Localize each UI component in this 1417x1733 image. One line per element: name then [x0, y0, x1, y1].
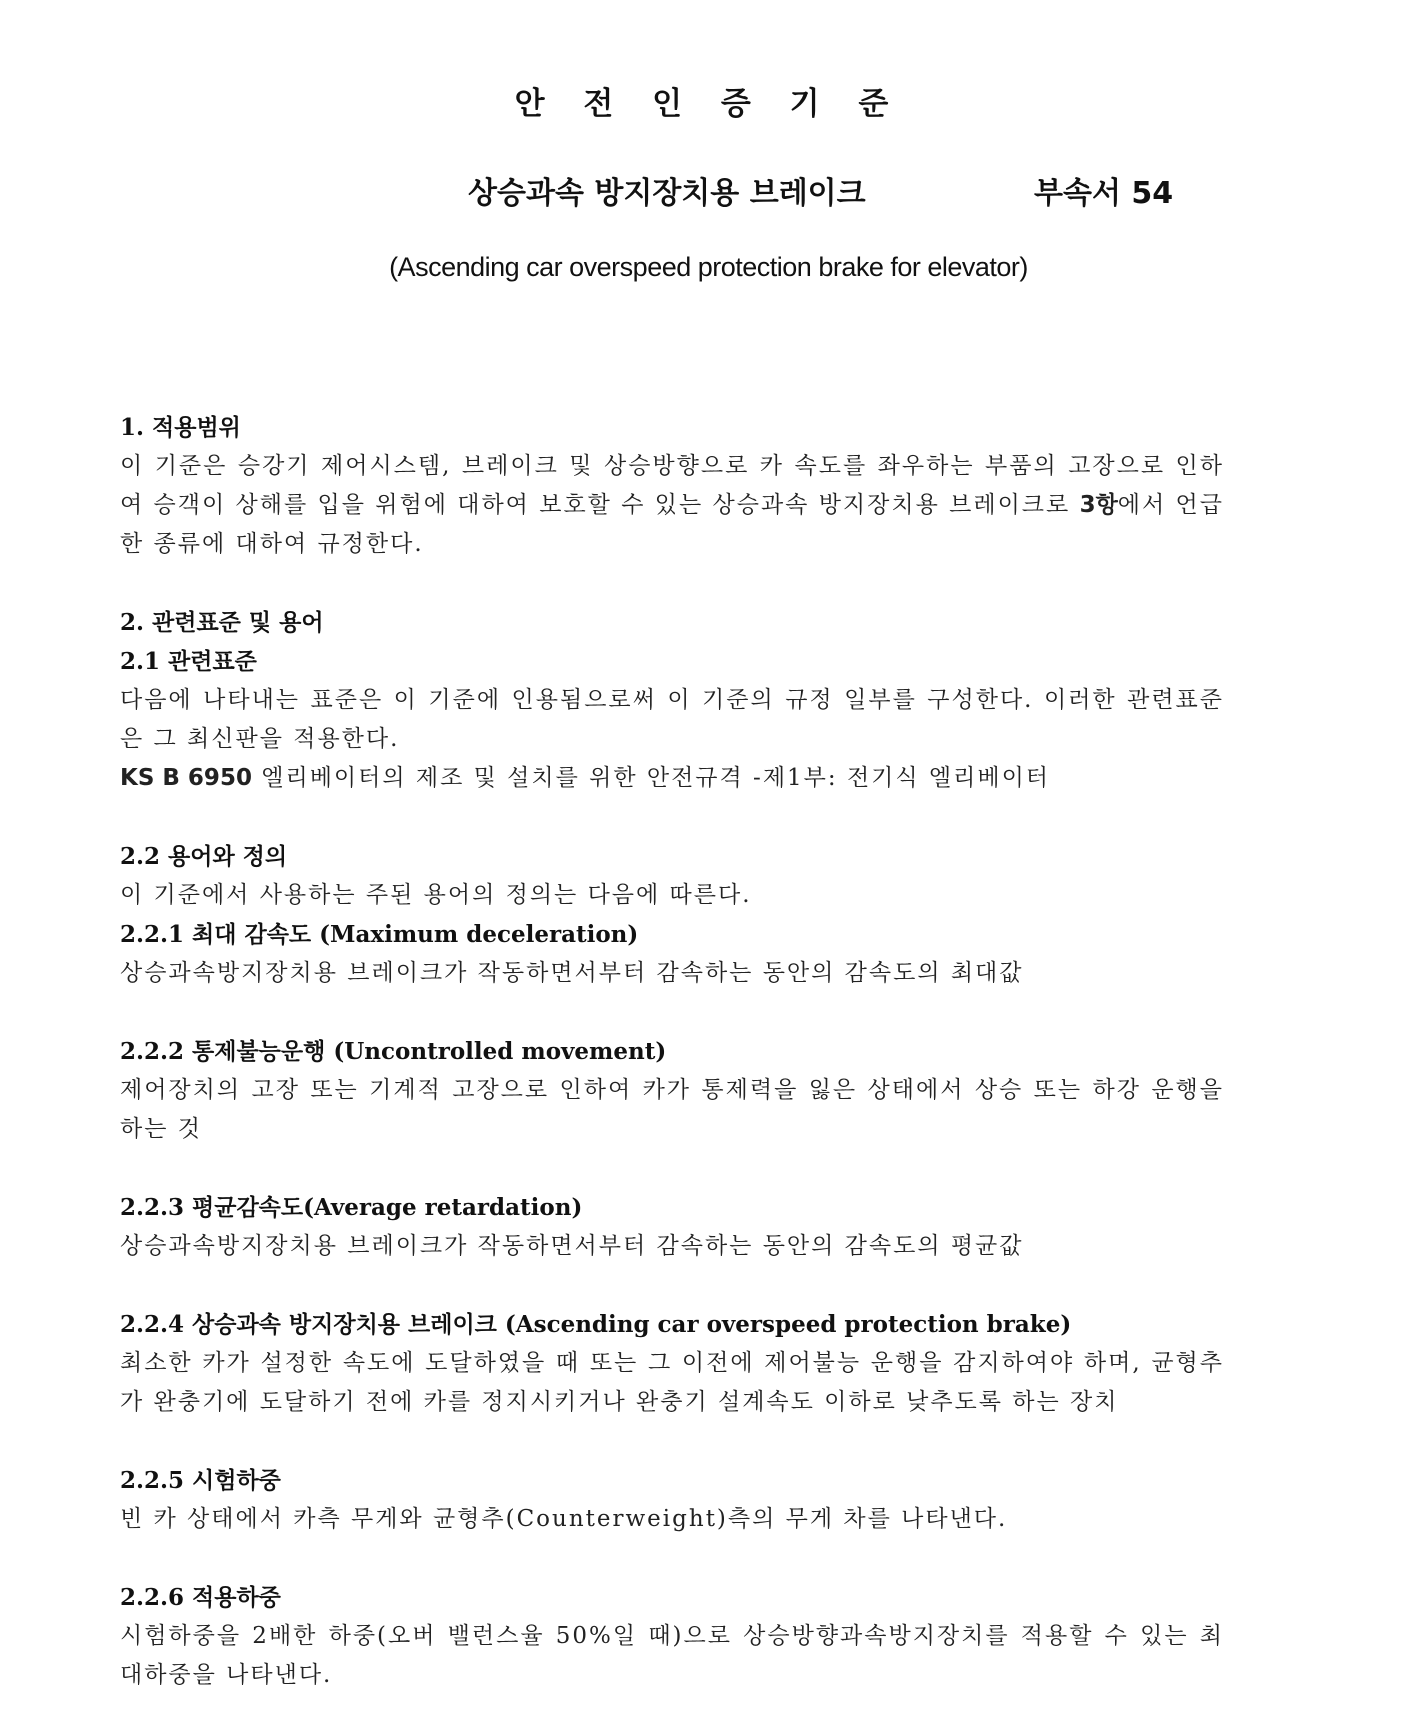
ks-standard-line: [120, 759, 1224, 798]
spacer: [120, 1266, 1224, 1305]
spacer: [120, 993, 1224, 1032]
section-2-1-heading: 2.1 관련표준: [120, 648, 257, 675]
section-2-heading: 2. 관련표준 및 용어: [120, 609, 324, 636]
section-2-2-2-heading: 2.2.2 통제불능운행 (Uncontrolled movement): [120, 1038, 667, 1065]
section-1-heading: 1. 적용범위: [120, 414, 241, 441]
ks-standard-code: KS B 6950: [120, 765, 252, 791]
section-2-2-2-body: 제어장치의 고장 또는 기계적 고장으로 인하여 카가 통제력을 잃은 상태에서 상승 또는 하강 운행을 하는 것: [120, 1077, 1224, 1142]
section-2-2-3-heading: 2.2.3 평균감속도(Average retardation): [120, 1194, 583, 1221]
section-2-1-body: 다음에 나타내는 표준은 이 기준에 인용됨으로써 이 기준의 규정 일부를 구성한다. 이러한 관련표준은 그 최신판을 적용한다.: [120, 687, 1224, 752]
spacer: [120, 1149, 1224, 1188]
section-1-body: [120, 447, 1224, 564]
section-2-2-6-heading: 2.2.6 적용하중: [120, 1584, 281, 1611]
spacer: [120, 564, 1224, 603]
section-2-2-5-heading: 2.2.5 시험하중: [120, 1467, 281, 1494]
ks-standard-text: 엘리베이터의 제조 및 설치를 위한 안전규격 -제1부: 전기식 엘리베이터: [251, 765, 1051, 791]
document-body: [120, 408, 1224, 1695]
section-1-body-text: 이 기준은 승강기 제어시스템, 브레이크 및 상승방향으로 카 속도를 좌우하는 부품의 고장으로 인하여 승객이 상해를 입을 위험에 대하여 보호할 수 있는 상승과속 방지장치용 브레이크로: [120, 453, 1224, 518]
section-2-2-6-body: 시험하중을 2배한 하중(오버 밸런스율 50%일 때)으로 상승방향과속방지장치를 적용할 수 있는 최대하중을 나타낸다.: [120, 1623, 1224, 1688]
subtitle-row: [0, 168, 1417, 211]
document-subtitle: 상승과속 방지장치용 브레이크: [468, 176, 866, 211]
spacer: [120, 798, 1224, 837]
section-1-body-tail: 에서 언급한 종류에 대하여 규정한다.: [120, 492, 1224, 557]
section-2-2-1-body: 상승과속방지장치용 브레이크가 작동하면서부터 감속하는 동안의 감속도의 최대값: [120, 960, 1024, 986]
section-2-2-3-body: 상승과속방지장치용 브레이크가 작동하면서부터 감속하는 동안의 감속도의 평균값: [120, 1233, 1024, 1259]
section-2-2-4-body: 최소한 카가 설정한 속도에 도달하였을 때 또는 그 이전에 제어불능 운행을 감지하여야 하며, 균형추가 완충기에 도달하기 전에 카를 정지시키거나 완충기 설계속도 이하로 낮추도록 하는 장치: [120, 1350, 1224, 1415]
english-title: (Ascending car overspeed protection brake for elevator): [389, 252, 1028, 282]
section-1-body-bold: 3항: [1079, 492, 1118, 518]
document-title: 안 전 인 증 기 준: [514, 86, 903, 122]
section-2-2-5-body: 빈 카 상태에서 카측 무게와 균형추(Counterweight)측의 무게 차를 나타낸다.: [120, 1506, 1008, 1532]
section-2-2-1-heading: 2.2.1 최대 감속도 (Maximum deceleration): [120, 921, 639, 948]
section-2-2-heading: 2.2 용어와 정의: [120, 843, 288, 870]
section-2-2-4-heading: 2.2.4 상승과속 방지장치용 브레이크 (Ascending car overspeed protection brake): [120, 1311, 1072, 1338]
section-2-2-body: 이 기준에서 사용하는 주된 용어의 정의는 다음에 따른다.: [120, 882, 752, 908]
spacer: [120, 1539, 1224, 1578]
annex-number: 부속서 54: [1034, 176, 1174, 211]
spacer: [120, 1422, 1224, 1461]
